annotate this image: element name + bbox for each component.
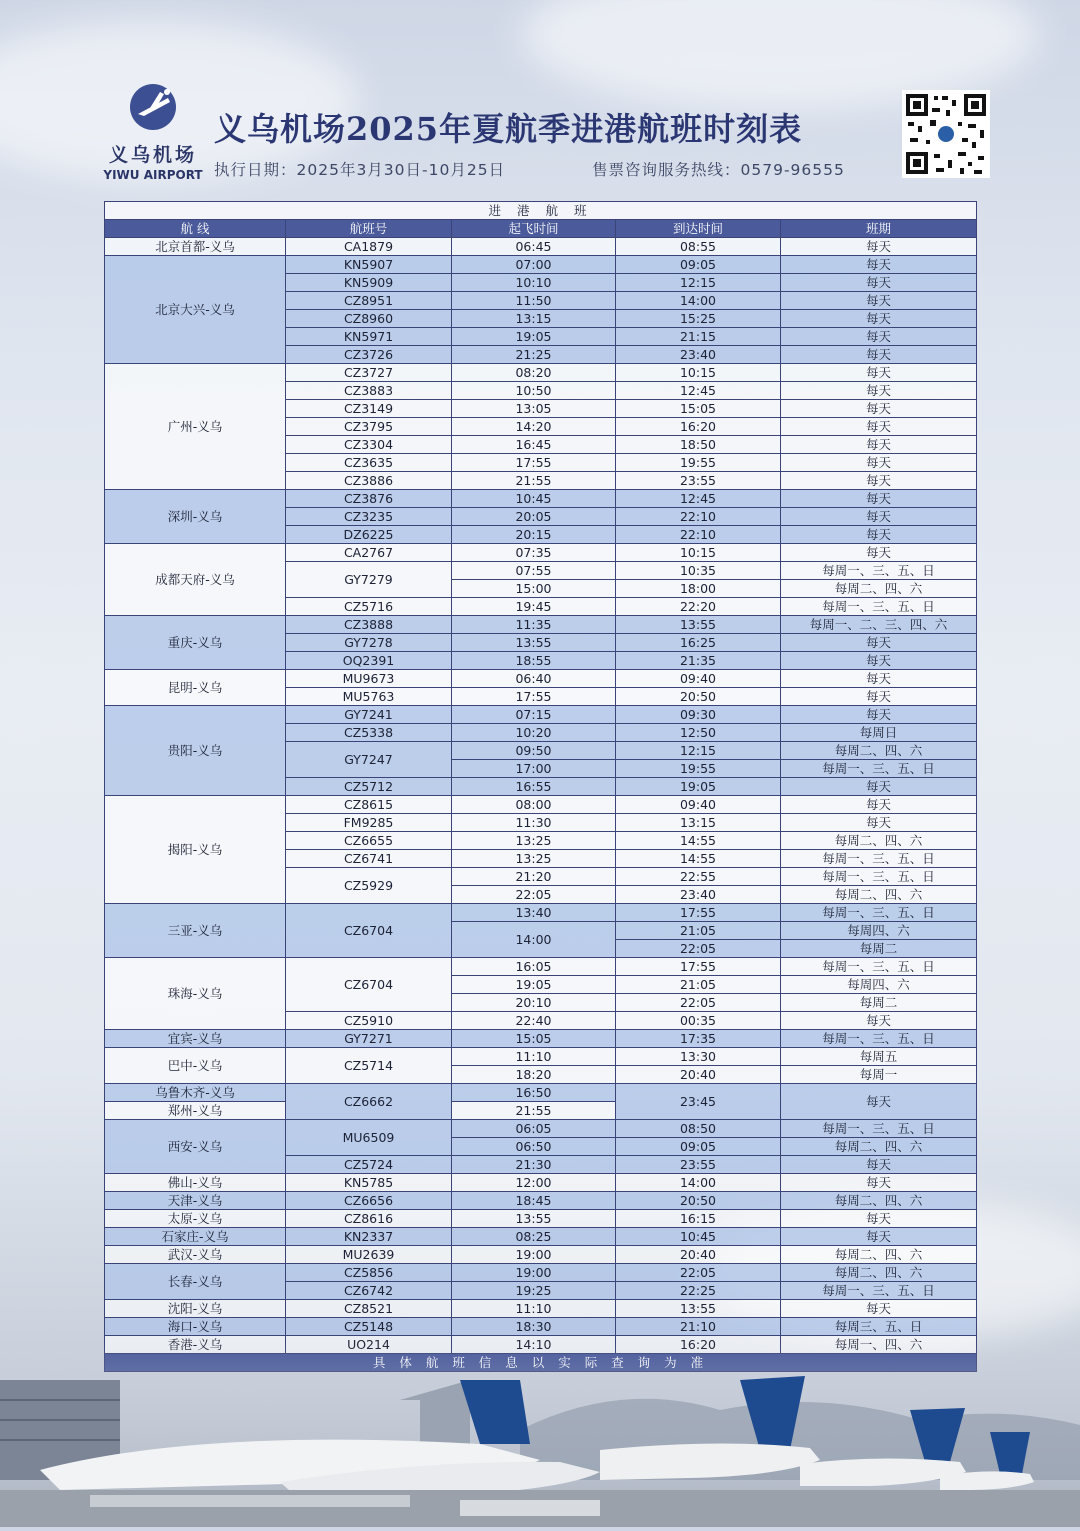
departure-time-cell: 06:40 [452, 670, 616, 688]
route-cell: 北京首都-义乌 [105, 238, 286, 256]
route-cell: 佛山-义乌 [105, 1174, 286, 1192]
route-cell: 昆明-义乌 [105, 670, 286, 706]
flight-number-cell: CZ6655 [286, 832, 452, 850]
flight-number-cell: CA2767 [286, 544, 452, 562]
schedule-cell: 每天 [781, 1228, 977, 1246]
departure-time-cell: 19:25 [452, 1282, 616, 1300]
flight-number-cell: CZ3888 [286, 616, 452, 634]
arrival-time-cell: 23:55 [616, 472, 781, 490]
schedule-cell: 每天 [781, 1084, 977, 1120]
arrival-time-cell: 13:30 [616, 1048, 781, 1066]
schedule-cell: 每周二、四、六 [781, 1264, 977, 1282]
schedule-cell: 每周二、四、六 [781, 742, 977, 760]
schedule-cell: 每周二 [781, 940, 977, 958]
effective-dates: 执行日期：2025年3月30日-10月25日 [214, 161, 506, 179]
arrival-time-cell: 10:45 [616, 1228, 781, 1246]
arrival-time-cell: 18:00 [616, 580, 781, 598]
schedule-cell: 每周一、三、五、日 [781, 1282, 977, 1300]
table-row [105, 796, 977, 814]
schedule-cell: 每周日 [781, 724, 977, 742]
arrival-time-cell: 19:55 [616, 760, 781, 778]
departure-time-cell: 13:40 [452, 904, 616, 922]
arrival-schedule-table [104, 201, 977, 1372]
departure-time-cell: 11:35 [452, 616, 616, 634]
departure-time-cell: 16:55 [452, 778, 616, 796]
flight-number-cell: GY7278 [286, 634, 452, 652]
departure-time-cell: 18:30 [452, 1318, 616, 1336]
table-row [105, 1228, 977, 1246]
flight-number-cell: KN5785 [286, 1174, 452, 1192]
departure-time-cell: 08:00 [452, 796, 616, 814]
route-cell: 宜宾-义乌 [105, 1030, 286, 1048]
schedule-cell: 每周二、四、六 [781, 1138, 977, 1156]
table-row [105, 490, 977, 508]
schedule-cell: 每天 [781, 310, 977, 328]
departure-time-cell: 19:00 [452, 1246, 616, 1264]
departure-time-cell: 09:50 [452, 742, 616, 760]
departure-time-cell: 16:50 [452, 1084, 616, 1102]
flight-number-cell: CZ3149 [286, 400, 452, 418]
table-row [105, 1300, 977, 1318]
flight-number-cell: CZ8960 [286, 310, 452, 328]
schedule-cell: 每周二 [781, 994, 977, 1012]
table-row [105, 544, 977, 562]
route-cell: 天津-义乌 [105, 1192, 286, 1210]
arrival-time-cell: 12:45 [616, 490, 781, 508]
departure-time-cell: 17:55 [452, 454, 616, 472]
arrival-time-cell: 20:50 [616, 1192, 781, 1210]
arrival-time-cell: 12:15 [616, 274, 781, 292]
departure-time-cell: 18:20 [452, 1066, 616, 1084]
flight-number-cell: CZ3727 [286, 364, 452, 382]
arrival-time-cell: 16:20 [616, 418, 781, 436]
arrival-time-cell: 12:50 [616, 724, 781, 742]
schedule-cell: 每周四、六 [781, 922, 977, 940]
departure-time-cell: 21:55 [452, 472, 616, 490]
arrival-time-cell: 12:45 [616, 382, 781, 400]
arrival-time-cell: 13:55 [616, 616, 781, 634]
schedule-cell: 每天 [781, 418, 977, 436]
departure-time-cell: 21:30 [452, 1156, 616, 1174]
flight-number-cell: CZ8616 [286, 1210, 452, 1228]
departure-time-cell: 10:20 [452, 724, 616, 742]
flight-number-cell: CZ6704 [286, 958, 452, 1012]
route-cell: 巴中-义乌 [105, 1048, 286, 1084]
schedule-cell: 每周三、五、日 [781, 1318, 977, 1336]
arrival-time-cell: 20:40 [616, 1246, 781, 1264]
column-header-schedule: 班期 [781, 220, 977, 238]
schedule-cell: 每天 [781, 1210, 977, 1228]
departure-time-cell: 16:45 [452, 436, 616, 454]
airport-logo [98, 84, 208, 182]
arrival-time-cell: 19:55 [616, 454, 781, 472]
schedule-cell: 每天 [781, 292, 977, 310]
column-header-flight-number: 航班号 [286, 220, 452, 238]
arrival-time-cell: 12:15 [616, 742, 781, 760]
schedule-cell: 每天 [781, 1174, 977, 1192]
schedule-cell: 每周五 [781, 1048, 977, 1066]
route-cell: 成都天府-义乌 [105, 544, 286, 616]
schedule-cell: 每周二、四、六 [781, 1192, 977, 1210]
schedule-cell: 每天 [781, 256, 977, 274]
route-cell: 广州-义乌 [105, 364, 286, 490]
schedule-cell: 每周一、三、五、日 [781, 562, 977, 580]
table-caption: 进 港 航 班 [105, 202, 977, 220]
arrival-time-cell: 10:35 [616, 562, 781, 580]
flight-number-cell: CZ3304 [286, 436, 452, 454]
arrival-time-cell: 21:05 [616, 976, 781, 994]
table-row [105, 364, 977, 382]
arrival-time-cell: 09:40 [616, 796, 781, 814]
column-header-arrival-time: 到达时间 [616, 220, 781, 238]
departure-time-cell: 07:35 [452, 544, 616, 562]
table-row [105, 1084, 977, 1102]
departure-time-cell: 06:05 [452, 1120, 616, 1138]
schedule-cell: 每天 [781, 814, 977, 832]
departure-time-cell: 07:15 [452, 706, 616, 724]
schedule-cell: 每周一、三、五、日 [781, 1120, 977, 1138]
departure-time-cell: 19:45 [452, 598, 616, 616]
service-hotline: 售票咨询服务热线：0579-96555 [592, 161, 845, 179]
flight-number-cell: KN5907 [286, 256, 452, 274]
schedule-cell: 每天 [781, 274, 977, 292]
departure-time-cell: 13:05 [452, 400, 616, 418]
route-cell: 重庆-义乌 [105, 616, 286, 670]
departure-time-cell: 22:05 [452, 886, 616, 904]
departure-time-cell: 08:20 [452, 364, 616, 382]
column-header-route: 航 线 [105, 220, 286, 238]
schedule-cell: 每周二、四、六 [781, 832, 977, 850]
schedule-cell: 每天 [781, 1300, 977, 1318]
flight-number-cell: GY7279 [286, 562, 452, 598]
schedule-cell: 每天 [781, 490, 977, 508]
departure-time-cell: 21:20 [452, 868, 616, 886]
schedule-cell: 每天 [781, 634, 977, 652]
arrival-time-cell: 09:30 [616, 706, 781, 724]
route-cell: 北京大兴-义乌 [105, 256, 286, 364]
departure-time-cell: 16:05 [452, 958, 616, 976]
departure-time-cell: 13:55 [452, 1210, 616, 1228]
flight-number-cell: MU2639 [286, 1246, 452, 1264]
departure-time-cell: 15:00 [452, 580, 616, 598]
schedule-cell: 每周一、三、五、日 [781, 868, 977, 886]
arrival-time-cell: 17:35 [616, 1030, 781, 1048]
flight-number-cell: CZ5338 [286, 724, 452, 742]
schedule-cell: 每天 [781, 1012, 977, 1030]
schedule-cell: 每天 [781, 544, 977, 562]
flight-number-cell: KN5909 [286, 274, 452, 292]
flight-number-cell: CZ3876 [286, 490, 452, 508]
arrival-time-cell: 19:05 [616, 778, 781, 796]
flight-number-cell: CZ8951 [286, 292, 452, 310]
schedule-cell: 每天 [781, 346, 977, 364]
departure-time-cell: 14:00 [452, 922, 616, 958]
schedule-cell: 每天 [781, 454, 977, 472]
route-cell: 石家庄-义乌 [105, 1228, 286, 1246]
table-row [105, 1048, 977, 1066]
arrival-time-cell: 13:55 [616, 1300, 781, 1318]
arrival-time-cell: 22:05 [616, 1264, 781, 1282]
route-cell: 沈阳-义乌 [105, 1300, 286, 1318]
route-cell: 深圳-义乌 [105, 490, 286, 544]
schedule-cell: 每周一、三、五、日 [781, 904, 977, 922]
route-cell: 武汉-义乌 [105, 1246, 286, 1264]
flight-number-cell: MU5763 [286, 688, 452, 706]
arrival-time-cell: 23:40 [616, 346, 781, 364]
flight-number-cell: MU6509 [286, 1120, 452, 1156]
page-title: 义乌机场2025年夏航季进港航班时刻表 [214, 110, 803, 148]
arrival-time-cell: 14:55 [616, 850, 781, 868]
route-cell: 揭阳-义乌 [105, 796, 286, 904]
flight-number-cell: CA1879 [286, 238, 452, 256]
schedule-cell: 每周一、二、三、四、六 [781, 616, 977, 634]
departure-time-cell: 06:45 [452, 238, 616, 256]
arrival-time-cell: 14:00 [616, 1174, 781, 1192]
departure-time-cell: 21:55 [452, 1102, 616, 1120]
schedule-cell: 每天 [781, 238, 977, 256]
flight-number-cell: CZ6741 [286, 850, 452, 868]
departure-time-cell: 20:10 [452, 994, 616, 1012]
flight-number-cell: CZ3235 [286, 508, 452, 526]
schedule-cell: 每天 [781, 778, 977, 796]
arrival-time-cell: 23:55 [616, 1156, 781, 1174]
arrival-time-cell: 16:25 [616, 634, 781, 652]
arrival-time-cell: 23:40 [616, 886, 781, 904]
schedule-cell: 每周一、三、五、日 [781, 760, 977, 778]
departure-time-cell: 20:15 [452, 526, 616, 544]
schedule-cell: 每天 [781, 706, 977, 724]
flight-number-cell: CZ5148 [286, 1318, 452, 1336]
schedule-cell: 每周一、三、五、日 [781, 1030, 977, 1048]
table-row [105, 616, 977, 634]
flight-number-cell: CZ3886 [286, 472, 452, 490]
arrival-time-cell: 15:25 [616, 310, 781, 328]
arrival-time-cell: 22:05 [616, 940, 781, 958]
column-header-departure-time: 起飞时间 [452, 220, 616, 238]
arrival-time-cell: 14:55 [616, 832, 781, 850]
arrival-time-cell: 16:15 [616, 1210, 781, 1228]
schedule-cell: 每天 [781, 652, 977, 670]
departure-time-cell: 08:25 [452, 1228, 616, 1246]
schedule-cell: 每天 [781, 436, 977, 454]
arrival-time-cell: 09:05 [616, 256, 781, 274]
table-row [105, 256, 977, 274]
route-cell: 珠海-义乌 [105, 958, 286, 1030]
flight-number-cell: CZ6656 [286, 1192, 452, 1210]
flight-number-cell: KN2337 [286, 1228, 452, 1246]
departure-time-cell: 17:55 [452, 688, 616, 706]
flight-number-cell: CZ3883 [286, 382, 452, 400]
table-row [105, 1318, 977, 1336]
arrival-time-cell: 10:15 [616, 544, 781, 562]
route-cell: 贵阳-义乌 [105, 706, 286, 796]
arrival-time-cell: 22:10 [616, 508, 781, 526]
schedule-cell: 每周一、三、五、日 [781, 850, 977, 868]
flight-number-cell: CZ6742 [286, 1282, 452, 1300]
table-row [105, 1174, 977, 1192]
arrival-time-cell: 08:55 [616, 238, 781, 256]
departure-time-cell: 07:00 [452, 256, 616, 274]
schedule-cell: 每周一、三、五、日 [781, 598, 977, 616]
arrival-time-cell: 09:05 [616, 1138, 781, 1156]
schedule-cell: 每周二、四、六 [781, 580, 977, 598]
schedule-cell: 每周二、四、六 [781, 886, 977, 904]
departure-time-cell: 18:55 [452, 652, 616, 670]
departure-time-cell: 17:00 [452, 760, 616, 778]
departure-time-cell: 12:00 [452, 1174, 616, 1192]
flight-number-cell: CZ8615 [286, 796, 452, 814]
departure-time-cell: 07:55 [452, 562, 616, 580]
arrival-time-cell: 17:55 [616, 958, 781, 976]
table-row [105, 670, 977, 688]
table-row [105, 1246, 977, 1264]
qr-code-icon [902, 90, 990, 178]
route-cell: 太原-义乌 [105, 1210, 286, 1228]
logo-chinese-name: 义乌机场 [108, 144, 197, 166]
departure-time-cell: 19:05 [452, 328, 616, 346]
plane-logo-icon [130, 84, 176, 130]
arrival-time-cell: 23:45 [616, 1084, 781, 1120]
flight-number-cell: CZ5716 [286, 598, 452, 616]
table-header-row [105, 220, 977, 238]
schedule-cell: 每天 [781, 328, 977, 346]
departure-time-cell: 10:10 [452, 274, 616, 292]
flight-number-cell: DZ6225 [286, 526, 452, 544]
departure-time-cell: 10:50 [452, 382, 616, 400]
schedule-cell: 每天 [781, 364, 977, 382]
logo-english-name: YIWU AIRPORT [103, 168, 203, 182]
departure-time-cell: 22:40 [452, 1012, 616, 1030]
arrival-time-cell: 18:50 [616, 436, 781, 454]
airport-apron-image [0, 1340, 1080, 1527]
departure-time-cell: 19:00 [452, 1264, 616, 1282]
departure-time-cell: 20:05 [452, 508, 616, 526]
departure-time-cell: 06:50 [452, 1138, 616, 1156]
schedule-cell: 每天 [781, 472, 977, 490]
table-row [105, 1192, 977, 1210]
arrival-time-cell: 17:55 [616, 904, 781, 922]
departure-time-cell: 15:05 [452, 1030, 616, 1048]
table-row [105, 958, 977, 976]
arrival-time-cell: 21:05 [616, 922, 781, 940]
arrival-time-cell: 21:10 [616, 1318, 781, 1336]
flight-number-cell: GY7241 [286, 706, 452, 724]
table-row [105, 904, 977, 922]
departure-time-cell: 13:25 [452, 850, 616, 868]
flight-number-cell: CZ5910 [286, 1012, 452, 1030]
arrival-time-cell: 22:25 [616, 1282, 781, 1300]
schedule-cell: 每天 [781, 382, 977, 400]
schedule-cell: 每周一 [781, 1066, 977, 1084]
schedule-cell: 每天 [781, 670, 977, 688]
arrival-time-cell: 10:15 [616, 364, 781, 382]
departure-time-cell: 11:10 [452, 1300, 616, 1318]
arrival-time-cell: 15:05 [616, 400, 781, 418]
schedule-cell: 每天 [781, 796, 977, 814]
departure-time-cell: 19:05 [452, 976, 616, 994]
departure-time-cell: 21:25 [452, 346, 616, 364]
table-row [105, 238, 977, 256]
departure-time-cell: 13:25 [452, 832, 616, 850]
arrival-time-cell: 09:40 [616, 670, 781, 688]
flight-number-cell: FM9285 [286, 814, 452, 832]
flight-number-cell: CZ5929 [286, 868, 452, 904]
flight-number-cell: CZ3795 [286, 418, 452, 436]
departure-time-cell: 13:15 [452, 310, 616, 328]
route-cell: 长春-义乌 [105, 1264, 286, 1300]
departure-time-cell: 10:45 [452, 490, 616, 508]
departure-time-cell: 18:45 [452, 1192, 616, 1210]
flight-number-cell: GY7271 [286, 1030, 452, 1048]
arrival-time-cell: 21:15 [616, 328, 781, 346]
departure-time-cell: 14:20 [452, 418, 616, 436]
flight-number-cell: CZ5712 [286, 778, 452, 796]
flight-number-cell: CZ3635 [286, 454, 452, 472]
arrival-time-cell: 22:55 [616, 868, 781, 886]
flight-number-cell: KN5971 [286, 328, 452, 346]
table-row [105, 1120, 977, 1138]
schedule-cell: 每天 [781, 526, 977, 544]
route-cell: 西安-义乌 [105, 1120, 286, 1174]
schedule-cell: 每周二、四、六 [781, 1246, 977, 1264]
flight-number-cell: CZ5714 [286, 1048, 452, 1084]
departure-time-cell: 11:10 [452, 1048, 616, 1066]
schedule-cell: 每周一、三、五、日 [781, 958, 977, 976]
table-row [105, 706, 977, 724]
departure-time-cell: 13:55 [452, 634, 616, 652]
arrival-time-cell: 21:35 [616, 652, 781, 670]
flight-number-cell: GY7247 [286, 742, 452, 778]
arrival-time-cell: 13:15 [616, 814, 781, 832]
flight-number-cell: CZ8521 [286, 1300, 452, 1318]
arrival-time-cell: 20:40 [616, 1066, 781, 1084]
flight-number-cell: CZ6662 [286, 1084, 452, 1120]
flight-number-cell: OQ2391 [286, 652, 452, 670]
route-cell: 海口-义乌 [105, 1318, 286, 1336]
arrival-time-cell: 00:35 [616, 1012, 781, 1030]
departure-time-cell: 11:30 [452, 814, 616, 832]
route-cell: 三亚-义乌 [105, 904, 286, 958]
arrival-time-cell: 14:00 [616, 292, 781, 310]
schedule-cell: 每天 [781, 1156, 977, 1174]
schedule-cell: 每周四、六 [781, 976, 977, 994]
arrival-time-cell: 08:50 [616, 1120, 781, 1138]
departure-time-cell: 11:50 [452, 292, 616, 310]
arrival-time-cell: 22:05 [616, 994, 781, 1012]
flight-number-cell: CZ5724 [286, 1156, 452, 1174]
flight-number-cell: MU9673 [286, 670, 452, 688]
table-row [105, 1210, 977, 1228]
schedule-cell: 每天 [781, 400, 977, 418]
flight-number-cell: CZ6704 [286, 904, 452, 958]
route-cell: 乌鲁木齐-义乌 [105, 1084, 286, 1102]
arrival-time-cell: 22:20 [616, 598, 781, 616]
flight-number-cell: CZ5856 [286, 1264, 452, 1282]
table-row [105, 1264, 977, 1282]
table-row [105, 1030, 977, 1048]
flight-number-cell: CZ3726 [286, 346, 452, 364]
arrival-time-cell: 20:50 [616, 688, 781, 706]
schedule-cell: 每天 [781, 688, 977, 706]
schedule-cell: 每天 [781, 508, 977, 526]
arrival-time-cell: 22:10 [616, 526, 781, 544]
route-cell: 郑州-义乌 [105, 1102, 286, 1120]
